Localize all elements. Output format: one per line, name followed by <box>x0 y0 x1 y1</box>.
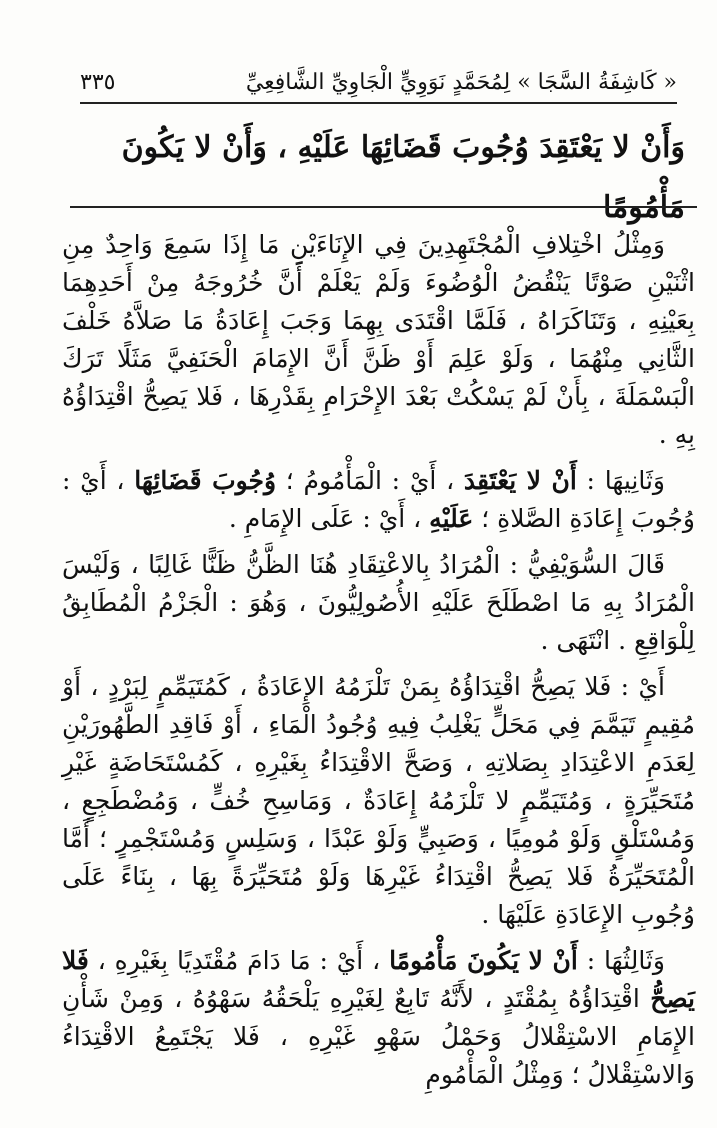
para5-bold-1: أَنْ لا يَكُونَ مَأْمُومًا <box>389 946 578 975</box>
paragraph-3: قَالَ السُّوَيْفِيُّ : الْمُرَادُ بِالاعْتِقَادِ هُنَا الظَّنُّ ظَنًّا غَالِبًا ، وَلَيْسَ الْمُرَادُ بِهِ مَا اصْطَلَحَ عَلَيْهِ الأُصُولِيُّونَ ، وَهُوَ : الْجَزْمُ الْمُطَابِقُ لِلْوَاقِعِ . انْتَهَى . <box>62 550 695 655</box>
para5-text-2: ، أَيْ : مَا دَامَ مُقْتَدِيًا بِغَيْرِهِ ، <box>88 946 390 975</box>
para2-text-3: ، أَيْ : وُجُوبَ إِعَادَةِ الصَّلاةِ ؛ <box>62 466 695 533</box>
para2-text-1: وَثَانِيهَا : <box>576 466 665 495</box>
para5-text-1: وَثَالِثُهَا : <box>577 946 665 975</box>
para2-bold-2: وُجُوبَ قَضَائِهَا <box>134 466 277 495</box>
page-number: ٣٣٥ <box>80 69 116 95</box>
para2-bold-1: أَنْ لا يَعْتَقِدَ <box>463 466 577 495</box>
para2-text-2: ، أَيْ : الْمَأْمُومُ ؛ <box>276 466 464 495</box>
paragraph-5 <box>62 942 695 1094</box>
commentary-body <box>62 226 695 1102</box>
para5-text-3: اقْتِدَاؤُهُ بِمُقْتَدٍ ، لأَنَّهُ تَابِعٌ لِغَيْرِهِ يَلْحَقُهُ سَهْوُهُ ، وَمِنْ شَأْنِ الإِمَامِ الاسْتِقْلالُ وَحَمْلُ سَهْوِ غَيْرِهِ ، فَلا يَجْتَمِعُ الاقْتِدَاءُ وَالاسْتِقْلالُ ؛ وَمِثْلُ الْمَأْمُومِ <box>62 984 695 1089</box>
running-title: « كَاشِفَةُ السَّجَا » لِمُحَمَّدٍ نَوَوِيٍّ الْجَاوِيِّ الشَّافِعِيِّ <box>245 69 677 95</box>
separator-rule <box>70 206 697 208</box>
para2-bold-3: عَلَيْهِ <box>429 504 474 533</box>
paragraph-2 <box>62 462 695 538</box>
running-header <box>80 62 677 104</box>
matn-text: وَأَنْ لا يَعْتَقِدَ وُجُوبَ قَضَائِهَا عَلَيْهِ ، وَأَنْ لا يَكُونَ مَأْمُومًا <box>121 130 685 225</box>
para5-bold-2: فَلا يَصِحُّ <box>62 946 695 1013</box>
paragraph-4: أَيْ : فَلا يَصِحُّ اقْتِدَاؤُهُ بِمَنْ تَلْزَمُهُ الإِعَادَةُ ، كَمُتَيَمِّمٍ لِبَرْدٍ ، أَوْ مُقِيمٍ تَيَمَّمَ فِي مَحَلٍّ يَغْلِبُ فِيهِ وُجُودُ الْمَاءِ ، أَوْ فَاقِدِ الطَّهُورَيْنِ لِعَدَمِ الاعْتِدَادِ بِصَلاتِهِ ، وَصَحَّ الاقْتِدَاءُ بِغَيْرِهِ ، كَمُسْتَحَاضَةٍ غَيْرِ مُتَحَيِّرَةٍ ، وَمُتَيَمِّمٍ لا تَلْزَمُهُ إِعَادَةٌ ، وَمَاسِحِ خُفٍّ ، وَمُضْطَجِعٍ ، وَمُسْتَلْقٍ وَلَوْ مُومِيًا ، وَصَبِيٍّ وَلَوْ عَبْدًا ، وَسَلِسٍ وَمُسْتَجْمِرٍ ؛ أَمَّا الْمُتَحَيِّرَةُ فَلا يَصِحُّ اقْتِدَاءُ غَيْرِهَا وَلَوْ مُتَحَيِّرَةً بِهَا ، بِنَاءً عَلَى وُجُوبِ الإِعَادَةِ عَلَيْهَا . <box>62 672 695 929</box>
para2-text-4: ، أَيْ : عَلَى الإِمَامِ . <box>228 504 430 533</box>
paragraph-1: وَمِثْلُ اخْتِلافِ الْمُجْتَهِدِينَ فِي الإِنَاءَيْنِ مَا إِذَا سَمِعَ وَاحِدٌ مِنِ اثْنَيْنِ صَوْتًا يَنْقُضُ الْوُضُوءَ وَلَمْ يَعْلَمْ أَنَّ خُرُوجَهُ مِنْ أَحَدِهِمَا بِعَيْنِهِ ، وَتَنَاكَرَاهُ ، فَلَمَّا اقْتَدَى بِهِمَا وَجَبَ إِعَادَةُ مَا صَلاَّهُ خَلْفَ الثَّانِي مِنْهُمَا ، وَلَوْ عَلِمَ أَوْ ظَنَّ أَنَّ الإِمَامَ الْحَنَفِيَّ مَثَلًا تَرَكَ الْبَسْمَلَةَ ، بِأَنْ لَمْ يَسْكُتْ بَعْدَ الإِحْرَامِ بِقَدْرِهَا ، فَلا يَصِحُّ اقْتِدَاؤُهُ بِهِ . <box>62 230 695 449</box>
